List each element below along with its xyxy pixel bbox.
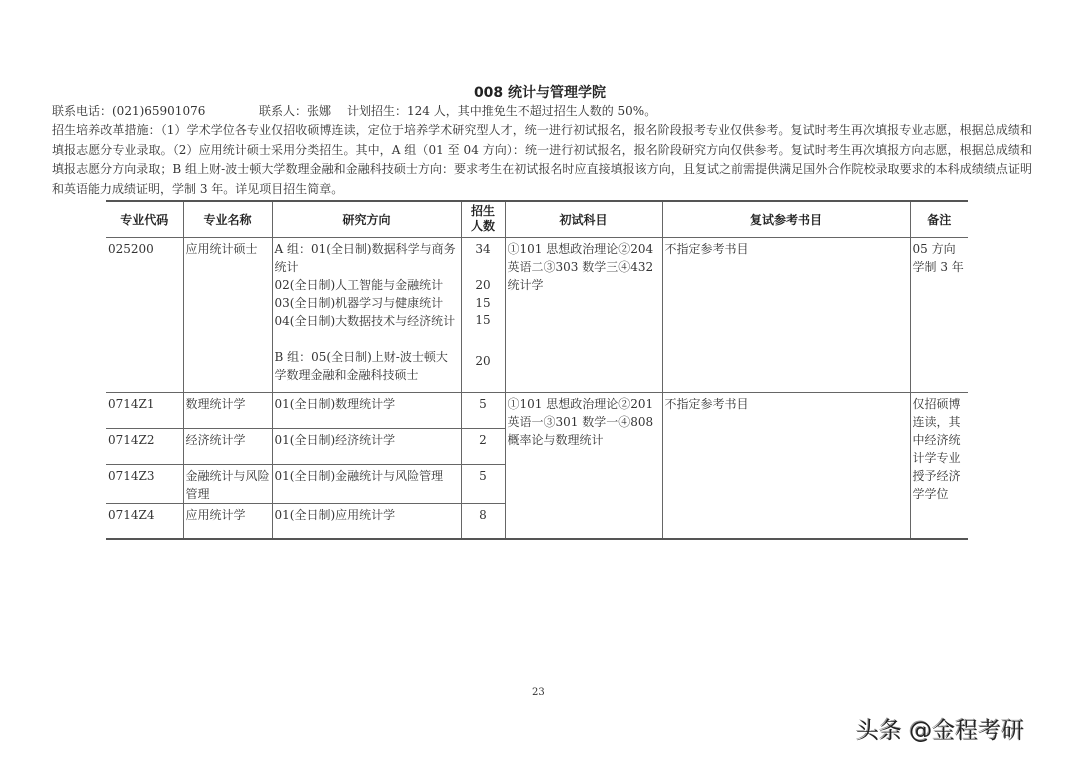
major-code: 025200 (106, 237, 183, 392)
header-note: 备注 (910, 201, 968, 237)
direction: 01(全日制)数理统计学 (272, 392, 461, 428)
count-item: 15 (475, 295, 491, 310)
direction-item: A 组：01(全日制)数据科学与商务统计 (274, 241, 456, 274)
major-name: 经济统计学 (183, 428, 272, 464)
header-name: 专业名称 (183, 201, 272, 237)
major-code: 0714Z3 (106, 464, 183, 503)
count-item: 34 (475, 241, 491, 256)
contact-phone: 联系电话：(021)65901076 (52, 104, 206, 118)
reform-description: 招生培养改革措施：（1）学术学位各专业仅招收硕博连读，定位于培养学术研究型人才，统一进行初试报名，报名阶段报考专业仅供参考。复试时考生再次填报专业志愿，根据总成绩和填报志愿分专业录取。（2）应用统计硕士采用分类招生。其中，A 组（01 至 04 方向）：统一进行初试报名，报名阶段研究方向仅供参考。复试时考生再次填报方向志愿，根据总成绩和填报志愿分方向录取；B 组上财-波士顿大学数理金融和金融科技硕士方向：要求考生在初试报名时应直接填报该方向，且复试之前需提供满足国外合作院校录取要求的本科成绩绩点证明和英语能力成绩证明，学制 3 年。详见项目招生简章。 (52, 123, 1032, 196)
count: 2 (461, 428, 505, 464)
table-row (106, 392, 968, 428)
count: 5 (461, 464, 505, 503)
enrollment-plan: 计划招生：124 人，其中推免生不超过招生人数的 50%。 (347, 104, 657, 118)
table-header (106, 201, 968, 237)
header-exam: 初试科目 (505, 201, 662, 237)
reference-books: 不指定参考书目 (662, 237, 910, 392)
major-code: 0714Z4 (106, 503, 183, 539)
page-number: 23 (532, 687, 545, 698)
note: 仅招硕博连读，其中经济统计学专业授予经济学学位 (910, 392, 968, 539)
direction: 01(全日制)应用统计学 (272, 503, 461, 539)
count-item: 20 (475, 353, 491, 368)
table-row (106, 237, 968, 392)
count: 8 (461, 503, 505, 539)
major-code: 0714Z2 (106, 428, 183, 464)
direction-item: 02(全日制)人工智能与金融统计 (274, 277, 444, 292)
major-name: 金融统计与风险管理 (183, 464, 272, 503)
count: 5 (461, 392, 505, 428)
exam-subjects: ①101 思想政治理论②201 英语一③301 数学一④808 概率论与数理统计 (505, 392, 662, 539)
contact-person: 联系人：张娜 (259, 104, 332, 118)
header-direction: 研究方向 (272, 201, 461, 237)
major-name: 应用统计硕士 (183, 237, 272, 392)
direction: 01(全日制)金融统计与风险管理 (272, 464, 461, 503)
reference-books: 不指定参考书目 (662, 392, 910, 539)
direction-item: 04(全日制)大数据技术与经济统计 (274, 313, 456, 328)
watermark: 头条 @金程考研 (856, 718, 1025, 744)
counts (461, 237, 505, 392)
directions (272, 237, 461, 392)
admissions-table (106, 200, 968, 540)
count-item: 20 (475, 277, 491, 292)
direction-item: B 组：05(全日制)上财-波士顿大学数理金融和金融科技硕士 (274, 349, 448, 382)
major-name: 应用统计学 (183, 503, 272, 539)
header-count: 招生人数 (461, 201, 505, 237)
direction-item: 03(全日制)机器学习与健康统计 (274, 295, 444, 310)
exam-subjects: ①101 思想政治理论②204 英语二③303 数学三④432 统计学 (505, 237, 662, 392)
contact-info (52, 102, 1042, 122)
header-books: 复试参考书目 (662, 201, 910, 237)
header-code: 专业代码 (106, 201, 183, 237)
major-code: 0714Z1 (106, 392, 183, 428)
major-name: 数理统计学 (183, 392, 272, 428)
direction: 01(全日制)经济统计学 (272, 428, 461, 464)
note: 05 方向学制 3 年 (910, 237, 968, 392)
page-title: 008 统计与管理学院 (473, 85, 607, 101)
count-item: 15 (475, 312, 491, 327)
